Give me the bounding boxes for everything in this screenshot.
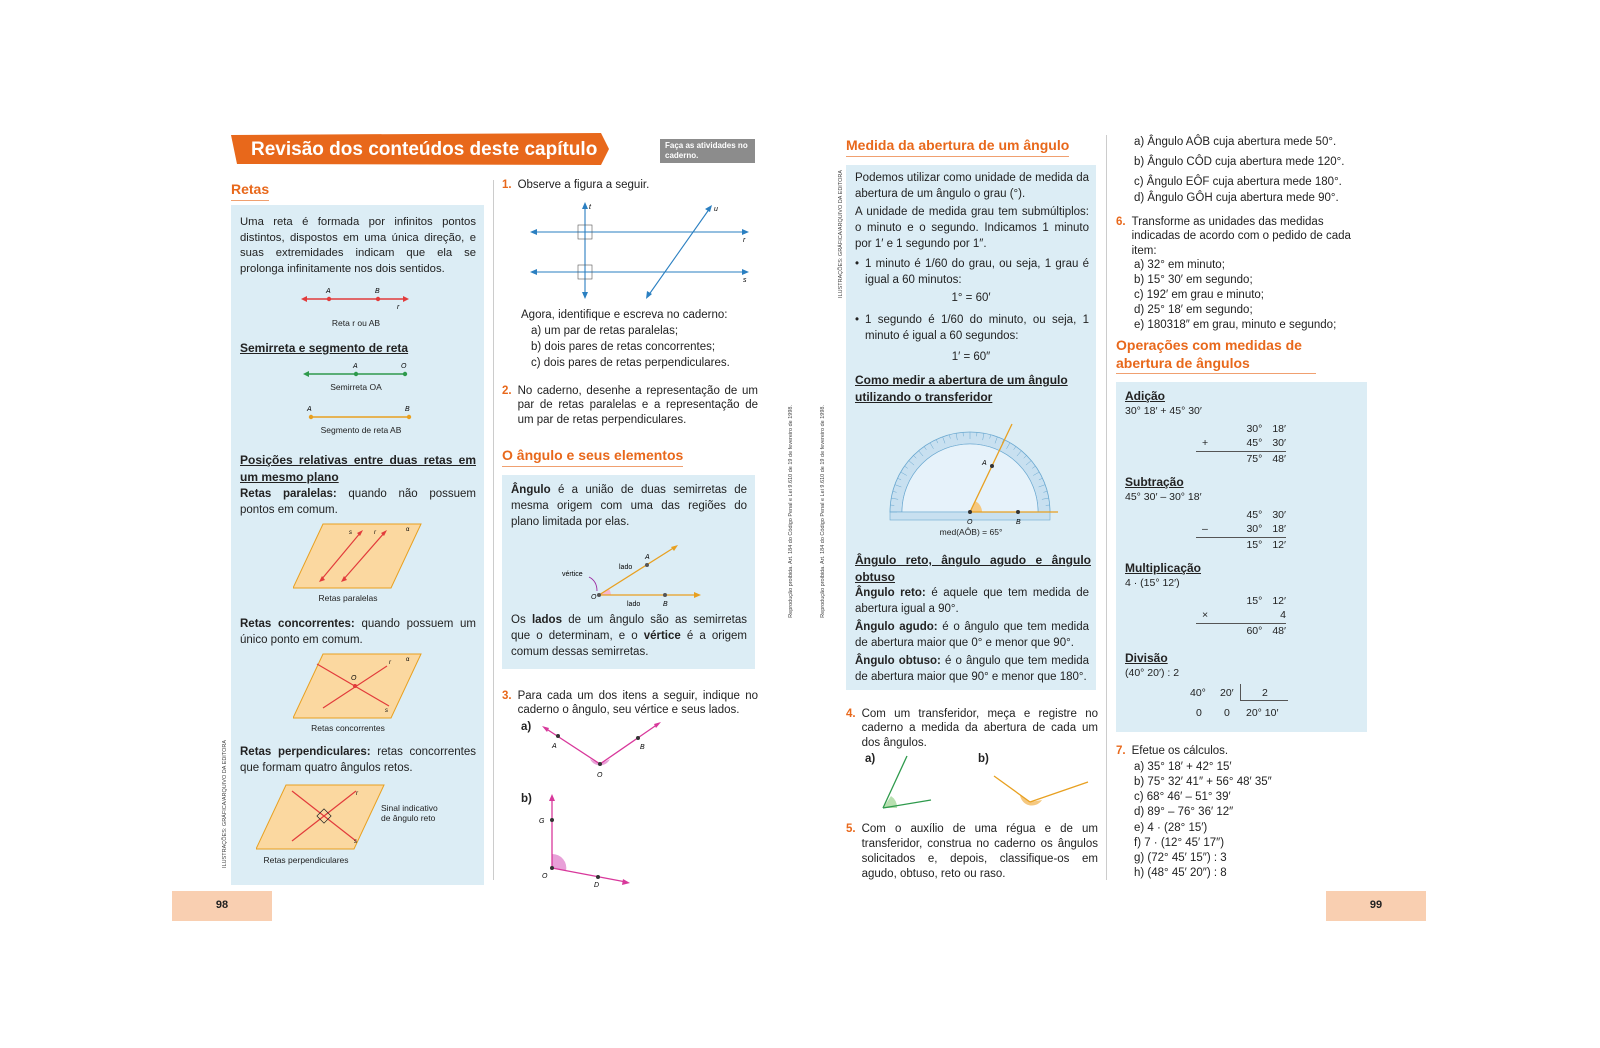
- perpendiculares-figure: [256, 783, 386, 851]
- angulo-figure: [557, 537, 707, 607]
- svg-text:s: s: [385, 708, 388, 714]
- page-number-right: 99: [1326, 891, 1426, 921]
- q4-b-label: b): [978, 753, 989, 765]
- q6-item: d) 25° 18′ em segundo;: [1134, 303, 1253, 316]
- svg-text:s: s: [743, 277, 747, 284]
- reta-caption: Reta r ou AB: [331, 318, 381, 328]
- paralelas-text: Retas paralelas: quando não possuem pontos em comum.: [240, 488, 476, 516]
- page-number-left: 98: [172, 891, 272, 921]
- semirreta-title: Semirreta e segmento de reta: [240, 341, 409, 355]
- angulo-def: Ângulo é a união de duas semirretas de mesma origem com uma das regiões do plano limitada por elas.: [511, 484, 747, 528]
- paralelas-figure: [293, 522, 423, 590]
- transferidor-title: Como medir a abertura de um ângulo utilizando o transferidor: [855, 373, 1068, 404]
- svg-text:B: B: [640, 744, 645, 751]
- svg-text:D: D: [594, 882, 600, 887]
- adicao-title: Adição: [1125, 389, 1166, 403]
- tipos-title: Ângulo reto, ângulo agudo e ângulo obtuso: [855, 553, 1091, 584]
- q7-item: b) 75° 32′ 41″ + 56° 48′ 35″: [1134, 776, 1272, 789]
- q5-item: a) Ângulo AÔB cuja abertura mede 50°.: [1134, 136, 1337, 148]
- divisao-expr: (40° 20′) : 2: [1125, 667, 1180, 679]
- svg-text:A: A: [552, 743, 557, 750]
- q4-angle-b: [988, 752, 1093, 807]
- notebook-note: Faça as atividades no caderno.: [660, 139, 755, 163]
- legal-note-left: Reprodução proibida. Art. 184 do Código Penal e Lei 9.610 de 19 de fevereiro de 1998.: [788, 405, 794, 618]
- ops-title: Operações com medidas de abertura de ângulos: [1116, 336, 1316, 374]
- svg-text:O: O: [591, 594, 597, 601]
- q1-item: a) um par de retas paralelas;: [531, 324, 679, 337]
- fig3b-label: b): [521, 793, 532, 805]
- q5-item: c) Ângulo EÔF cuja abertura mede 180°.: [1134, 175, 1342, 188]
- multiplicacao-title: Multiplicação: [1125, 561, 1202, 575]
- bullet-1: • 1 minuto é 1/60 do grau, ou seja, 1 grau é igual a 60 minutos:: [855, 258, 1089, 286]
- question-7: 7. Efetue os cálculos. a) 35° 18′ + 42° 15′ b) 75° 32′ 41″ + 56° 48′ 35″ c) 68° 46′ – 51° 39′ d) 89° – 76° 36′ 12″ e) 4 · (28° 15′) f) 7 · (12° 45′ 17″) g) (72° 45′ 15″) : 3 h) (48° 45′ 20″) : 8: [1116, 744, 1374, 881]
- angulo-title: O ângulo e seus elementos: [502, 446, 683, 467]
- protractor-caption: med(AÔB) = 65°: [939, 527, 1003, 537]
- svg-text:s: s: [349, 530, 352, 536]
- svg-text:O: O: [351, 675, 357, 682]
- segmento-caption: Segmento de reta AB: [320, 425, 402, 435]
- concorrentes-figure: [293, 652, 423, 720]
- svg-text:s: s: [354, 839, 357, 845]
- paralelas-caption: Retas paralelas: [318, 593, 378, 603]
- medida-p2: A unidade de medida grau tem submúltiplos: o minuto e o segundo. Indicamos 1 minuto por 1′ e 1 segundo por 1″.: [855, 206, 1089, 250]
- retas-text: Uma reta é formada por infinitos pontos distintos, dispostos em uma única direção, e suas extremidades indicam que ela se prolonga infinitamente nos dois sentidos.: [240, 216, 476, 275]
- svg-text:r: r: [356, 791, 358, 797]
- svg-text:O: O: [597, 772, 603, 779]
- medida-p1: Podemos utilizar como unidade de medida da abertura de um ângulo o grau (°).: [855, 172, 1089, 200]
- q7-item: g) (72° 45′ 15″) : 3: [1134, 851, 1227, 864]
- obtuso-def: Ângulo obtuso: é o ângulo que tem medida de abertura maior que 90° e menor que 180°.: [855, 655, 1089, 683]
- svg-text:G: G: [539, 818, 545, 825]
- reta-point-b: B: [375, 288, 380, 295]
- q7-item: a) 35° 18′ + 42° 15′: [1134, 760, 1232, 773]
- q7-item: h) (48° 45′ 20″) : 8: [1134, 867, 1227, 880]
- fig3b-angle: [530, 792, 640, 887]
- q5-items: [1134, 135, 1374, 206]
- q7-item: c) 68° 46′ – 51° 39′: [1134, 791, 1231, 804]
- ops-box: [1116, 382, 1367, 732]
- question-3: 3. Para cada um dos itens a seguir, indique no caderno o ângulo, seu vértice e seus lados.: [502, 690, 758, 717]
- divider-1: [493, 180, 494, 880]
- svg-text:r: r: [743, 237, 746, 244]
- posicoes-title: Posições relativas entre duas retas em um mesmo plano: [240, 453, 476, 484]
- protractor-figure: [878, 420, 1068, 540]
- multiplicacao-calc: 15° 12′ × 4 60° 48′: [1196, 594, 1286, 638]
- svg-text:t: t: [589, 204, 591, 211]
- q6-item: c) 192′ em grau e minuto;: [1134, 289, 1264, 301]
- svg-text:O: O: [967, 519, 973, 526]
- q1-item: b) dois pares de retas concorrentes;: [531, 340, 716, 353]
- svg-text:lado: lado: [619, 564, 633, 571]
- concorrentes-caption: Retas concorrentes: [311, 723, 385, 733]
- bullet-1-eq: 1° = 60′: [951, 292, 991, 304]
- q4-a-label: a): [865, 753, 876, 765]
- svg-text:vértice: vértice: [562, 571, 583, 578]
- banner-title: Revisão dos conteúdos deste capítulo: [251, 139, 598, 160]
- svg-text:r: r: [389, 660, 391, 666]
- semirreta-point-a: A: [353, 363, 358, 370]
- svg-text:α: α: [406, 527, 410, 533]
- svg-text:A: A: [982, 460, 987, 467]
- svg-text:B: B: [663, 601, 668, 607]
- q6-item: e) 180318″ em grau, minuto e segundo;: [1134, 318, 1337, 331]
- q1-item: c) dois pares de retas perpendiculares.: [531, 356, 730, 369]
- left-side-credit: ILUSTRAÇÕES: GRÁFICA/ARQUIVO DA EDITORA: [222, 740, 228, 868]
- svg-text:B: B: [1016, 519, 1021, 526]
- lados-text: Os lados de um ângulo são as semirretas que o determinam, e o vértice é a origem comum dessas semirretas.: [511, 614, 748, 658]
- question-4: 4. Com um transferidor, meça e registre no caderno a medida da abertura de cada um dos ângulos.: [846, 708, 1098, 749]
- reta-label-r: r: [397, 304, 400, 311]
- chapter-banner: [231, 133, 609, 165]
- question-2: 2. No caderno, desenhe a representação de um par de retas paralelas e a representação de um par de retas perpendiculares.: [502, 385, 758, 426]
- fig3a-angle: [530, 720, 670, 780]
- segmento-point-a: A: [307, 406, 312, 413]
- q5-item: d) Ângulo GÔH cuja abertura mede 90°.: [1134, 191, 1339, 204]
- divider-2: [1106, 135, 1107, 880]
- svg-text:A: A: [645, 554, 650, 561]
- q1-items: Agora, identifique e escreva no caderno: a) um par de retas paralelas; b) dois pares de retas concorrentes; c) dois pares de retas perpendiculares.: [521, 308, 761, 371]
- retas-box: [231, 205, 484, 885]
- fig1-lines: [530, 200, 755, 300]
- medida-box: [846, 165, 1096, 690]
- concorrentes-text: Retas concorrentes: quando possuem um único ponto em comum.: [240, 618, 476, 646]
- adicao-expr: 30° 18′ + 45° 30′: [1125, 405, 1202, 417]
- fig3a-label: a): [521, 721, 532, 733]
- q4-angle-a: [875, 752, 935, 814]
- medida-title: Medida da abertura de um ângulo: [846, 136, 1069, 157]
- semirreta-caption: Semirreta OA: [330, 382, 382, 392]
- legal-note-right: Reprodução proibida. Art. 184 do Código Penal e Lei 9.610 de 19 de fevereiro de 1998.: [820, 405, 826, 618]
- segmento-point-b: B: [405, 406, 410, 413]
- semirreta-point-o: O: [401, 363, 407, 370]
- subtracao-expr: 45° 30′ – 30° 18′: [1125, 491, 1202, 503]
- q7-item: d) 89° – 76° 36′ 12″: [1134, 806, 1234, 819]
- retas-title: Retas: [231, 180, 269, 201]
- subtracao-calc: 45° 30′ – 30° 18′ 15° 12′: [1196, 508, 1286, 552]
- svg-text:lado: lado: [627, 601, 641, 607]
- agudo-def: Ângulo agudo: é o ângulo que tem medida de abertura maior que 0° e menor que 90°.: [855, 621, 1089, 649]
- svg-text:r: r: [374, 530, 376, 536]
- divisao-title: Divisão: [1125, 651, 1168, 665]
- svg-text:u: u: [714, 206, 718, 213]
- svg-text:α: α: [406, 657, 410, 663]
- question-5: 5. Com o auxílio de uma régua e de um transferidor, construa no caderno os ângulos solicitados e, depois, classifique-os em agudo, obtuso, reto ou raso.: [846, 823, 1098, 880]
- question-1: 1. Observe a figura a seguir.: [502, 179, 650, 191]
- q7-item: f) 7 · (12° 45′ 17″): [1134, 836, 1225, 849]
- bullet-2: • 1 segundo é 1/60 do minuto, ou seja, 1 minuto é igual a 60 segundos:: [855, 314, 1089, 342]
- question-6: 6. Transforme as unidades das medidas indicadas de acordo com o pedido de cada item: a) 32° em minuto; b) 15° 30′ em segundo; c) 192′ em grau e minuto; d) 25° 18′ em segundo; e) 180318″ em grau, minuto e segundo;: [1116, 215, 1374, 333]
- subtracao-title: Subtração: [1125, 475, 1184, 489]
- angulo-box: [502, 475, 755, 669]
- divisao-calc: 40° 20′ 2 0 0 20° 10′: [1186, 684, 1306, 724]
- q6-item: a) 32° em minuto;: [1134, 259, 1225, 272]
- segmento-figure: [303, 403, 418, 427]
- reta-point-a: A: [326, 288, 331, 295]
- multiplicacao-expr: 4 · (15° 12′): [1125, 577, 1180, 589]
- perpendiculares-text: Retas perpendiculares: retas concorrentes que formam quatro ângulos retos.: [240, 746, 476, 774]
- reto-def: Ângulo reto: é aquele que tem medida de abertura igual a 90°.: [855, 587, 1089, 615]
- perpendiculares-note: Sinal indicativo de ângulo reto: [381, 803, 438, 824]
- bullet-2-eq: 1′ = 60″: [951, 351, 991, 363]
- col3-side-credit: ILUSTRAÇÕES: GRÁFICA/ARQUIVO DA EDITORA: [838, 170, 844, 298]
- q7-item: e) 4 · (28° 15′): [1134, 821, 1208, 834]
- adicao-calc: 30° 18′ + 45° 30′ 75° 48′: [1196, 422, 1286, 466]
- q5-item: b) Ângulo CÔD cuja abertura mede 120°.: [1134, 155, 1345, 168]
- svg-text:O: O: [542, 873, 548, 880]
- q6-item: b) 15° 30′ em segundo;: [1134, 274, 1253, 287]
- perpendiculares-caption: Retas perpendiculares: [263, 855, 349, 865]
